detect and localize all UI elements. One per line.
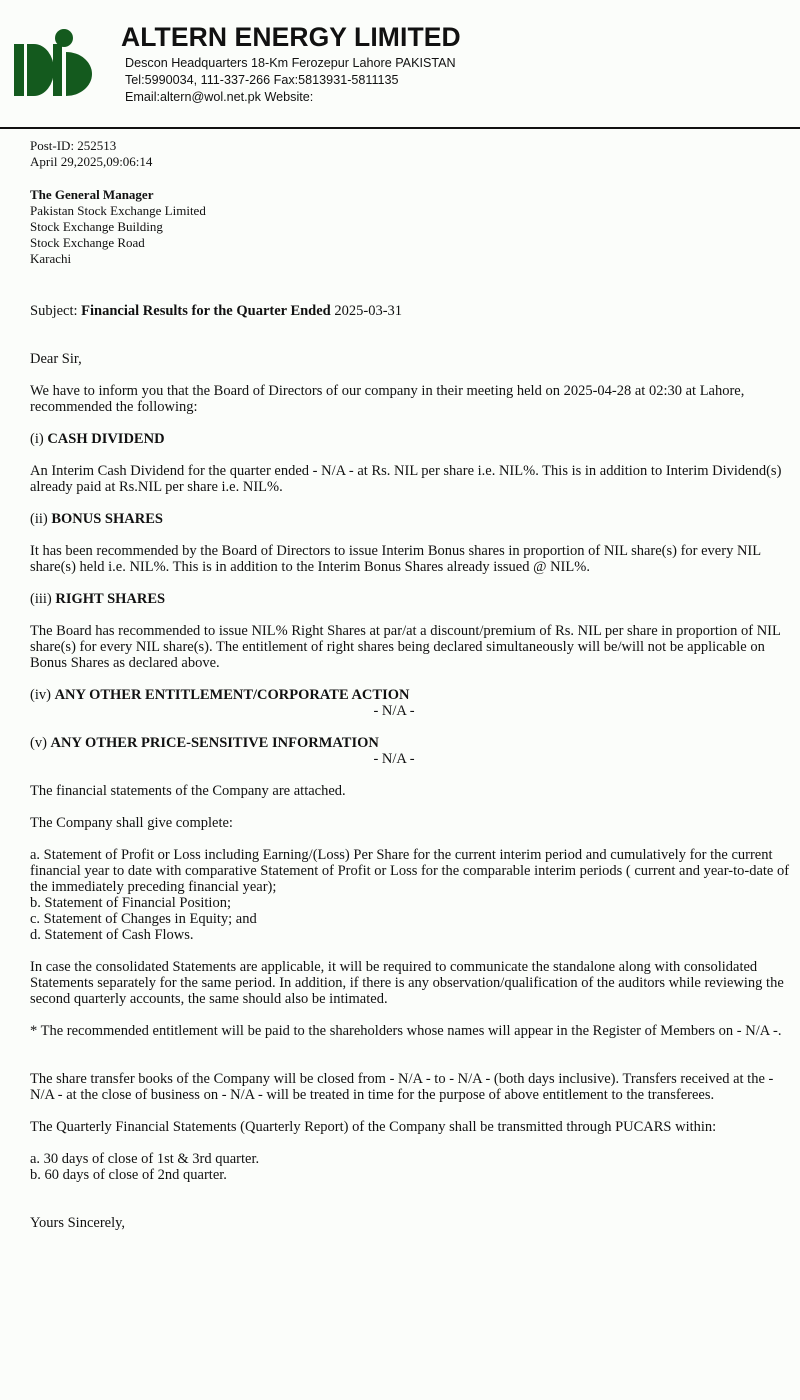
company-address: Descon Headquarters 18-Km Ferozepur Lahore PAKISTAN	[125, 56, 456, 70]
section-title: BONUS SHARES	[51, 511, 163, 527]
salutation: Dear Sir,	[30, 351, 82, 367]
section-number: (iii)	[30, 591, 52, 607]
section-bonus-heading	[30, 511, 800, 527]
recipient-line: Stock Exchange Road	[30, 235, 145, 250]
section-other-entitlement-heading	[30, 687, 800, 703]
letterhead	[0, 0, 800, 128]
recipient-line: Pakistan Stock Exchange Limited	[30, 203, 206, 218]
recipient-line: Stock Exchange Building	[30, 219, 163, 234]
pucars-list	[30, 1151, 800, 1183]
company-logo	[14, 28, 94, 98]
section-title: ANY OTHER ENTITLEMENT/CORPORATE ACTION	[54, 687, 410, 703]
section-title: RIGHT SHARES	[55, 591, 166, 607]
subject-line	[30, 303, 800, 319]
list-item: a. Statement of Profit or Loss including Earning/(Loss) Per Share for the current interim period and cumulatively for the current financial year to date with comparative Statement of Profit or Loss for the comparable interim periods ( current and year-to-date of the immediately preceding financial year);	[30, 847, 790, 895]
right-shares-text: The Board has recommended to issue NIL% Right Shares at par/at a discount/premium of Rs. NIL per share in proportion of NIL share(s) for every NIL share(s). The entitlement of right shares being declared simultaneously will be/will not be applicable on Bonus Shares as declared above.	[30, 623, 781, 671]
section-title: CASH DIVIDEND	[47, 431, 165, 447]
section-number: (v)	[30, 735, 47, 751]
recipient-line: Karachi	[30, 251, 72, 266]
closing: Yours Sincerely,	[30, 1215, 126, 1231]
list-item: d. Statement of Cash Flows.	[30, 927, 194, 943]
recipient-title: The General Manager	[30, 187, 154, 202]
company-email-website: Email:altern@wol.net.pk Website:	[125, 90, 314, 104]
cash-dividend-text: An Interim Cash Dividend for the quarter ended - N/A - at Rs. NIL per share i.e. NIL%. This is in addition to Interim Dividend(s) already paid at Rs.NIL per share i.e. NIL%.	[30, 463, 782, 495]
statement-list	[30, 847, 800, 943]
list-item: b. Statement of Financial Position;	[30, 895, 231, 911]
company-phone-fax: Tel:5990034, 111-337-266 Fax:5813931-5811135	[125, 73, 399, 87]
consolidated-paragraph: In case the consolidated Statements are applicable, it will be required to communicate the standalone along with consolidated Statements separately for the same period. In addition, if there is any observation/qualification of the auditors while reviewing the second quarterly accounts, the same should also be intimated.	[30, 959, 784, 1007]
post-datetime: April 29,2025,09:06:14	[30, 154, 153, 169]
statements-attached: The financial statements of the Company are attached.	[30, 783, 346, 799]
recipient-address	[30, 187, 206, 267]
subject-text: Financial Results for the Quarter Ended	[81, 303, 331, 319]
book-closure-paragraph: The share transfer books of the Company will be closed from - N/A - to - N/A - (both days inclusive). Transfers received at the - N/A - at the close of business on - N/A - will be treated in time for the purpose of above entitlement to the transferees.	[30, 1071, 774, 1103]
section-price-sensitive-heading	[30, 735, 800, 751]
subject-date: 2025-03-31	[334, 303, 403, 319]
other-entitlement-value: - N/A -	[373, 703, 415, 719]
list-item: c. Statement of Changes in Equity; and	[30, 911, 257, 927]
intro-paragraph: We have to inform you that the Board of Directors of our company in their meeting held on 2025-04-28 at 02:30 at Lahore, recommended the following:	[30, 383, 745, 415]
section-number: (i)	[30, 431, 44, 447]
section-number: (iv)	[30, 687, 51, 703]
post-id: Post-ID: 252513	[30, 138, 117, 153]
list-item: b. 60 days of close of 2nd quarter.	[30, 1167, 227, 1183]
post-meta	[30, 138, 152, 170]
section-title: ANY OTHER PRICE-SENSITIVE INFORMATION	[50, 735, 379, 751]
company-name: ALTERN ENERGY LIMITED	[121, 22, 461, 52]
list-item: a. 30 days of close of 1st & 3rd quarter.	[30, 1151, 260, 1167]
header-divider	[0, 127, 800, 129]
pucars-paragraph: The Quarterly Financial Statements (Quarterly Report) of the Company shall be transmitted through PUCARS within:	[30, 1119, 717, 1135]
section-right-heading	[30, 591, 800, 607]
section-number: (ii)	[30, 511, 48, 527]
subject-label: Subject:	[30, 303, 78, 319]
price-sensitive-value: - N/A -	[373, 751, 415, 767]
section-cash-dividend-heading	[30, 431, 800, 447]
entitlement-note: * The recommended entitlement will be paid to the shareholders whose names will appear in the Register of Members on - N/A -.	[30, 1023, 782, 1039]
bonus-shares-text: It has been recommended by the Board of Directors to issue Interim Bonus shares in proportion of NIL share(s) for every NIL share(s) held i.e. NIL%. This is in addition to the Interim Bonus Shares already issued @ NIL%.	[30, 543, 761, 575]
shall-give: The Company shall give complete:	[30, 815, 233, 831]
